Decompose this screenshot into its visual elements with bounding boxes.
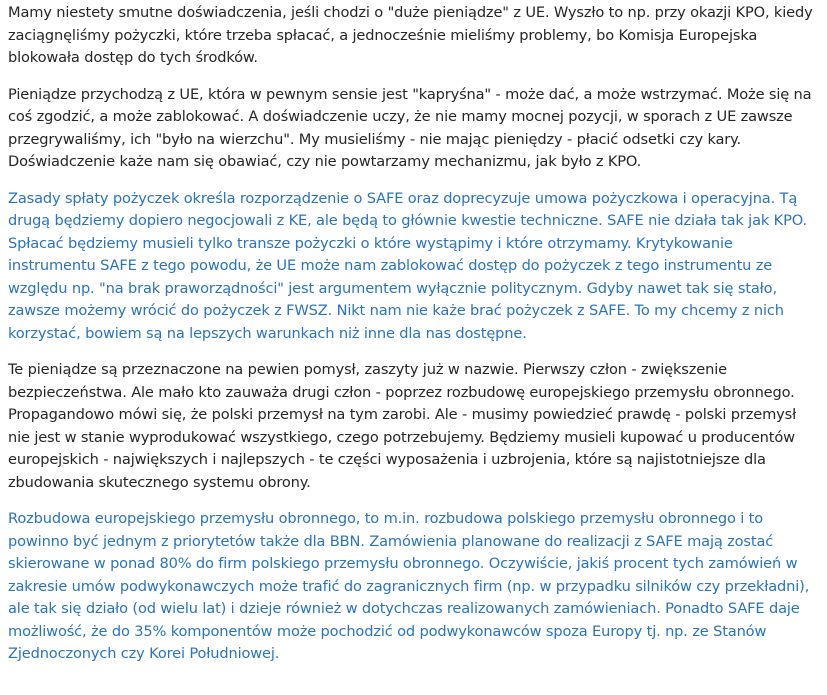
paragraph-1: Mamy niestety smutne doświadczenia, jeśli chodzi o "duże pieniądze" z UE. Wyszło to np. przy okazji KPO, kiedy zaciągnęliśmy pożyczki, które trzeba spłacać, a jednocześnie mieliśmy problemy, bo Komisja Europejska blokowała dostęp do tych środków. [8, 4, 813, 66]
paragraph-2: Pieniądze przychodzą z UE, która w pewnym sensie jest "kapryśna" - może dać, a może wstrzymać. Może się na coś zgodzić, a może zablokować. A doświadczenie uczy, że nie mamy mocnej pozycji, w sporach z UE zawsze przegrywaliśmy, ich "było na wierzchu". My musieliśmy - nie mając pieniędzy - płacić odsetki czy kary. Doświadczenie każe nam się obawiać, czy nie powtarzamy mechanizmu, jak było z KPO. [8, 85, 812, 170]
paragraph-3-highlighted: Zasady spłaty pożyczek określa rozporządzenie o SAFE oraz doprecyzuje umowa pożyczkowa i operacyjna. Tą drugą będziemy dopiero negocjowali z KE, ale będą to głównie kwestie techniczne. SAFE nie działa tak jak KPO. Spłacać będziemy musieli tylko transze pożyczki o które wystąpimy i które otrzymamy. Krytykowanie instrumentu SAFE z tego powodu, że UE może nam zablokować dostęp do pożyczek z tego instrumentu ze względu np. "na brak praworządności" jest argumentem wyłącznie politycznym. Gdyby nawet tak się stało, zawsze możemy wrócić do pożyczek z FWSZ. Nikt nam nie każe brać pożyczek z SAFE. To my chcemy z nich korzystać, bowiem są na lepszych warunkach niż inne dla nas dostępne. [8, 189, 807, 342]
paragraph-4: Te pieniądze są przeznaczone na pewien pomysł, zaszyty już w nazwie. Pierwszy człon - zwiększenie bezpieczeństwa. Ale mało kto zauważa drugi człon - poprzez rozbudowę europejskiego przemysłu obronnego. Propagandowo mówi się, że polski przemysł na tym zarobi. Ale - musimy powiedzieć prawdę - polski przemysł nie jest w stanie wyprodukować wszystkiego, czego potrzebujemy. Będziemy musieli kupować u producentów europejskich - największych i najlepszych - te części wyposażenia i uzbrojenia, które są najistotniejsze dla zbudowania skutecznego systemu obrony. [8, 361, 797, 491]
paragraph-5-highlighted: Rozbudowa europejskiego przemysłu obronnego, to m.in. rozbudowa polskiego przemysłu obronnego i to powinno być jednym z priorytetów także dla BBN. Zamówienia planowane do realizacji z SAFE mają zostać skierowane w ponad 80% do firm polskiego przemysłu obronnego. Oczywiście, jakiś procent tych zamówień w zakresie umów podwykonawczych może trafić do zagranicznych firm (np. w przypadku silników czy przekładni), ale tak się działo (od wielu lat) i dzieje również w dotychczas realizowanych zamówieniach. Ponadto SAFE daje możliwość, że do 35% komponentów może pochodzić od podwykonawców spoza Europy tj. np. ze Stanów Zjednoczonych czy Korei Południowej. [8, 510, 810, 662]
